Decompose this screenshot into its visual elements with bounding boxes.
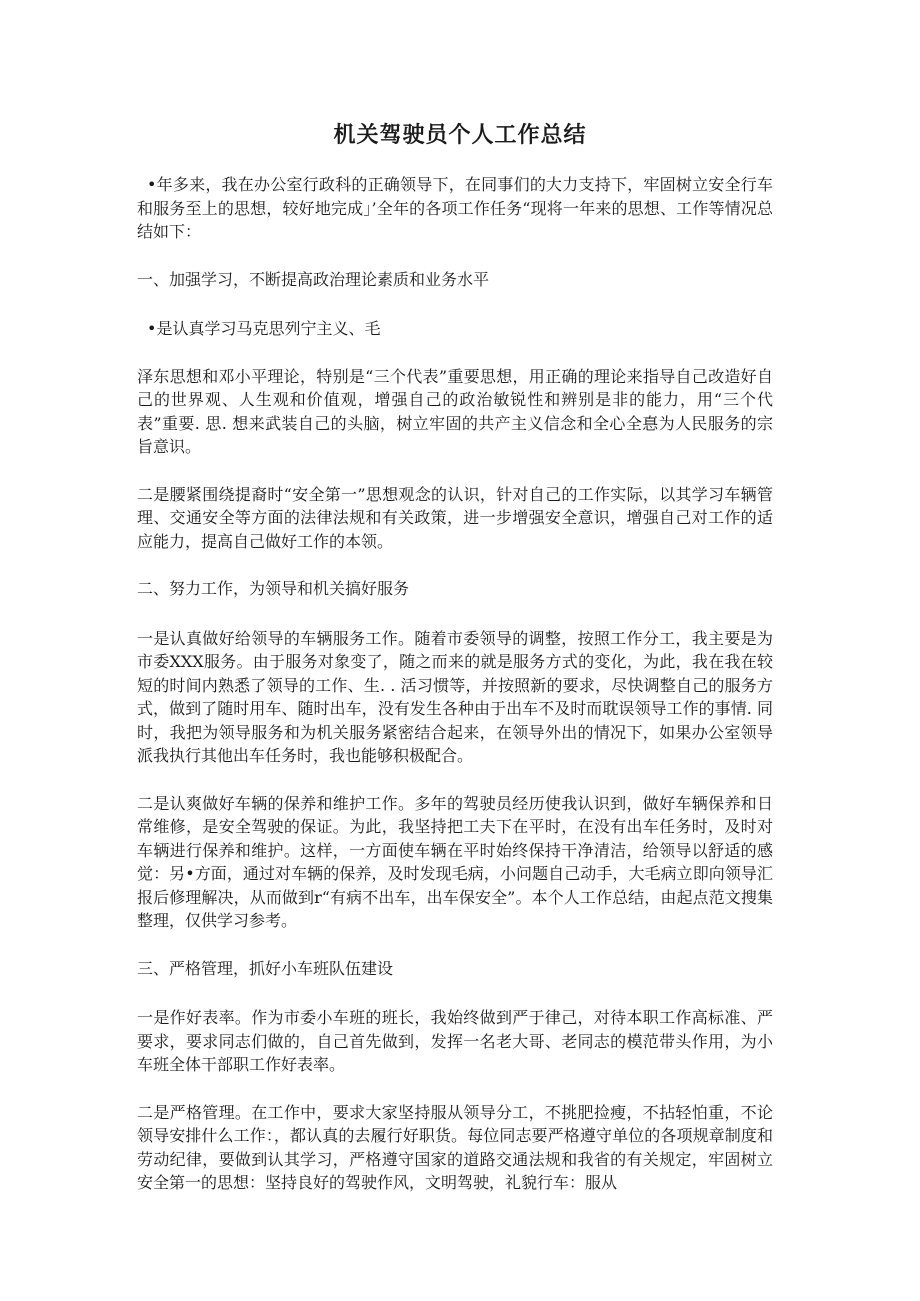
paragraph: 二是认爽做好车辆的保养和维护工作。多年的驾驶员经历使我认识到，做好车辆保养和日常维修，是安全驾驶的保证。为此，我坚持把工夫下在平时，在没有出车任务时，及时对车辆进行保养和维护。这样，一方面使车辆在平时始终保持干净清洁，给领导以舒适的感觉：另•方面，通过对车辆的保养，及时发现毛病，小问题自己动手，大毛病立即向领导汇报后修理解决，从而做到r“有病不出车，出车保安全”。本个人工作总结，由起点范文搜集整理，仅供学习参考。 [137,793,773,930]
document-body [137,173,773,1219]
paragraph: 一是作好表率。作为市委小车班的班长，我始终做到严于律己，对待本职工作高标准、严要求，要求同志们做的，自己首先做到，发挥一名老大哥、老同志的模范带头作用，为小车班全体干部职工作好表率。 [137,1008,773,1074]
section-heading-3: 三、严格管理，抓好小车班队伍建设 [137,958,394,978]
paragraph: 二是严格管理。在工作中，要求大家坚持服从领导分工，不挑肥捡瘦，不拈轻怕重，不论领导安排什么工作：，都认真的去履行好职货。每位同志要严格遵守单位的各项规章制度和劳动纪律，要做到认其学习，严格遵守国家的道路交通法规和我省的有关规定，牢固树立安全第一的思想：坚持良好的驾驶作风，文明驾驶，礼貌行车：服从 [137,1102,773,1192]
paragraph-bullet: •是认真学习马克思列宁主义、毛 [147,319,381,338]
paragraph: 泽东思想和邓小平理论，特别是“三个代表”重要思想，用正确的理论来指导自己改造好自己的世界观、人生观和价值观，增强自己的政治敏锐性和辨别是非的能力，用“三个代表”重要. 思. 想来武装自己的头脑，树立牢固的共产主义信念和全心全惪为人民服务的宗旨意识。 [137,366,773,456]
section-heading-2: 二、努力工作，为领导和机关搞好服务 [137,579,410,598]
section-heading-1: 一、加强学习，不断提高政治理论素质和业务水平 [137,269,490,289]
paragraph: 一是认真做好给领导的车辆服务工作。随着市委领导的调整，按照工作分工，我主要是为市委XXX服务。由于服务对象变了，随之而来的就是服务方式的变化，为此，我在我在较短的时间内熟悉了领导的工作、生. . 活习惯等，并按照新的要求，尽快调整自己的服务方式，做到了随时用车、随时出车，没有发生各种由于出车不及时而耽误领导工作的事情. 同时，我把为领导服务和为机关服务紧密结合起来，在领导外出的情况下，如果办公室领导派我执行其他出车任务时，我也能够积极配合。 [137,628,773,765]
paragraph: 二是腰紧围绕提裔时“安全第一”思想观念的认识，针对自己的工作实际，以其学习车辆管理、交通安全等方面的法律法规和有关政策，进一步增强安全意识，增强自己对工作的适应能力，提高自己做好工作的本领。 [137,484,773,551]
document-title: 机关驾驶员个人工作总结 [333,123,587,148]
paragraph-intro: •年多来，我在办公室行政科的正确领导下，在同事们的大力支持下，牢固树立安全行车和服务至上的思想，较好地完成」’全年的各项工作任务“现将一年来的思想、工作等情况总结如下： [137,175,773,241]
